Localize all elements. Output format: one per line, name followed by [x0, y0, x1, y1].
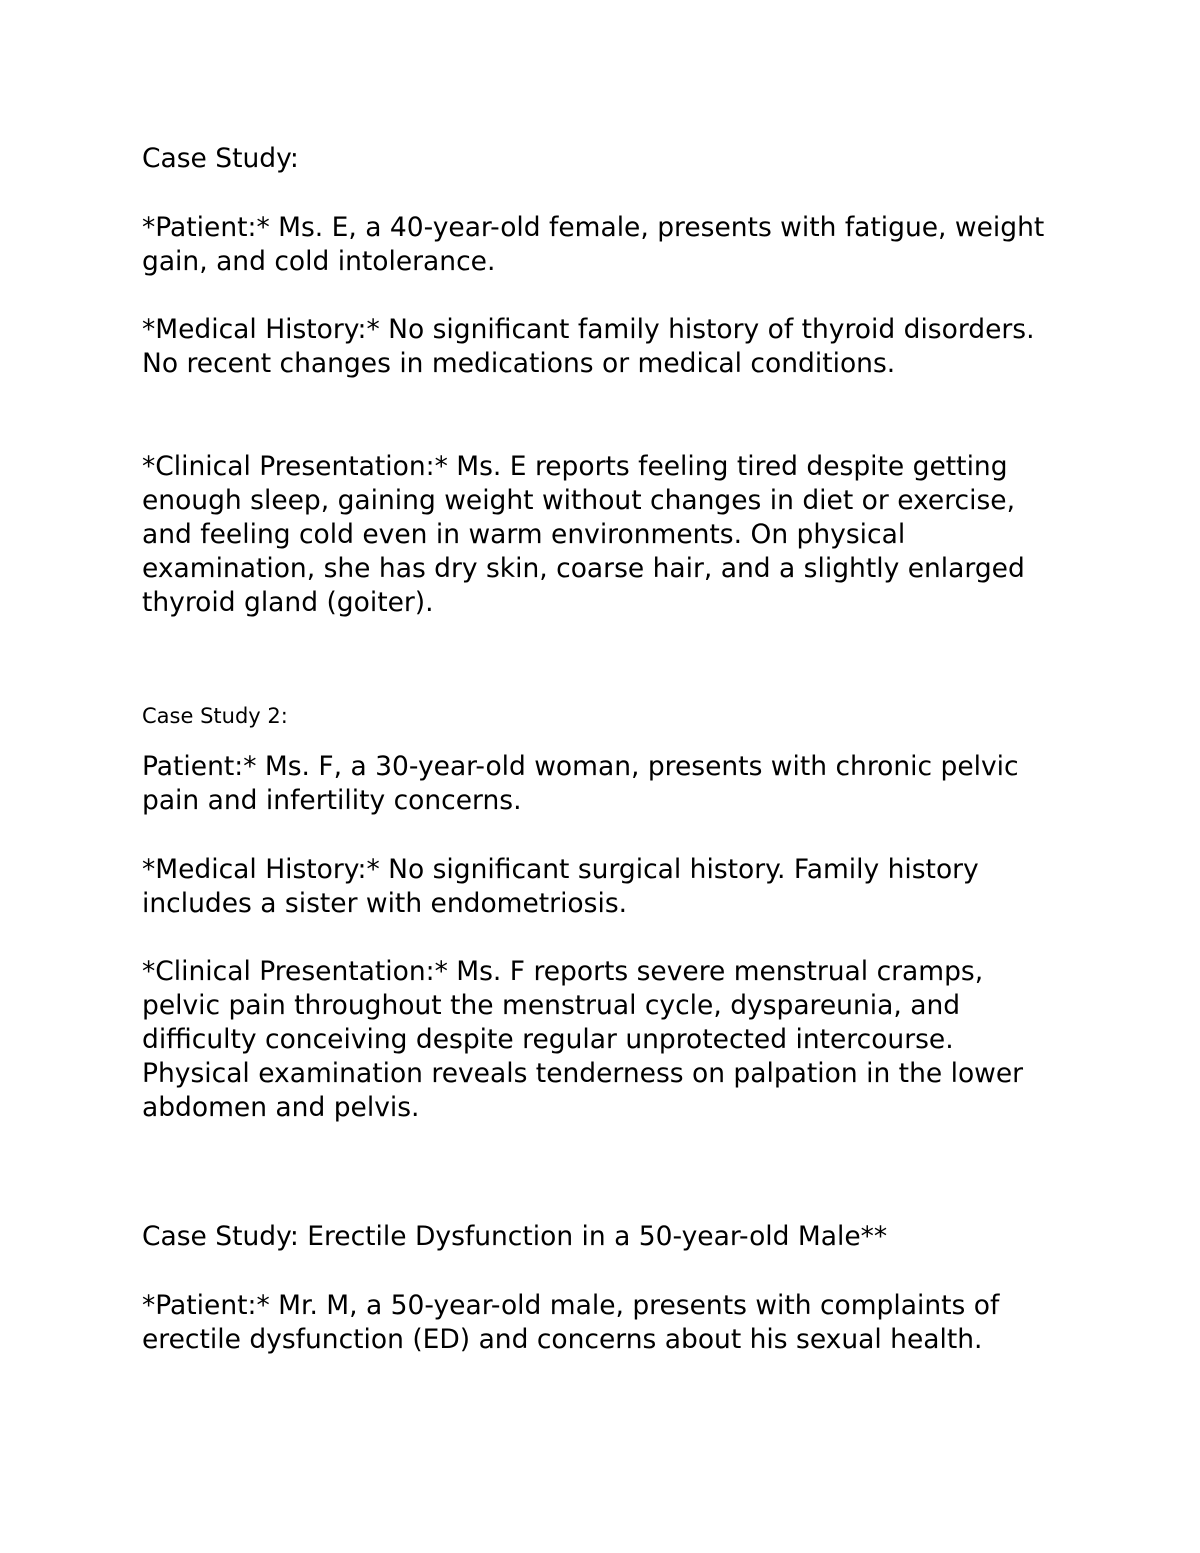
case2-patient: Patient:* Ms. F, a 30-year-old woman, presents with chronic pelvic pain and infertility concerns. — [142, 751, 1019, 816]
case3-heading-block — [142, 1220, 1062, 1254]
case2-medical-history-block — [142, 853, 1062, 921]
case2-clinical-block — [142, 955, 1062, 1125]
case2-heading-block — [142, 702, 1062, 730]
case2-heading: Case Study 2: — [142, 704, 288, 728]
case1-patient-block — [142, 211, 1062, 279]
case1-medical-history: *Medical History:* No significant family history of thyroid disorders. No recent changes in medications or medical conditions. — [142, 314, 1035, 379]
case1-patient: *Patient:* Ms. E, a 40-year-old female, presents with fatigue, weight gain, and cold intolerance. — [142, 212, 1045, 277]
case1-clinical-block — [142, 450, 1062, 620]
case3-patient-block — [142, 1289, 1062, 1357]
case1-clinical-presentation: *Clinical Presentation:* Ms. E reports feeling tired despite getting enough sleep, gaining weight without changes in diet or exercise, and feeling cold even in warm environments. On physical examination, she has dry skin, coarse hair, and a slightly enlarged thyroid gland (goiter). — [142, 451, 1025, 618]
case1-heading-block — [142, 142, 1062, 176]
case1-medical-history-block — [142, 313, 1062, 381]
case1-heading: Case Study: — [142, 143, 299, 174]
case3-heading: Case Study: Erectile Dysfunction in a 50-year-old Male** — [142, 1221, 888, 1252]
case2-clinical-presentation: *Clinical Presentation:* Ms. F reports severe menstrual cramps, pelvic pain throughout the menstrual cycle, dyspareunia, and difficulty conceiving despite regular unprotected intercourse. Physical examination reveals tenderness on palpation in the lower abdomen and pelvis. — [142, 956, 1024, 1123]
case2-patient-block — [142, 750, 1062, 818]
case2-medical-history: *Medical History:* No significant surgical history. Family history includes a sister with endometriosis. — [142, 854, 979, 919]
case3-patient: *Patient:* Mr. M, a 50-year-old male, presents with complaints of erectile dysfunction (ED) and concerns about his sexual health. — [142, 1290, 1000, 1355]
